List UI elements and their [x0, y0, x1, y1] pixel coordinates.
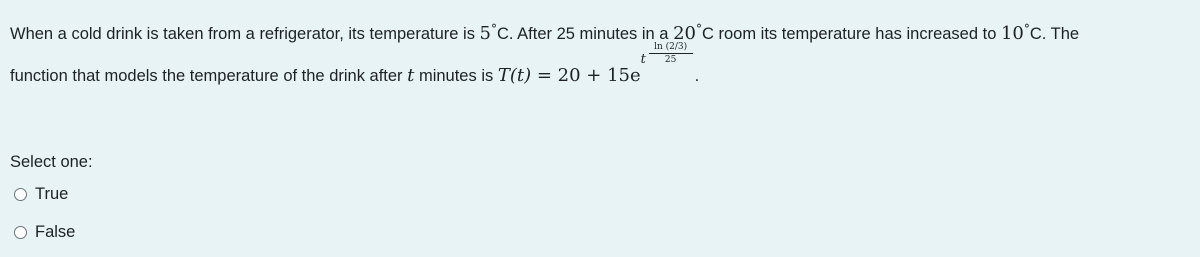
variable-t: t — [407, 65, 415, 86]
question-text-segment: C room its temperature has increased to — [701, 25, 1001, 43]
select-one-label: Select one: — [10, 153, 93, 171]
option-true[interactable] — [14, 185, 68, 204]
question-text-segment: . — [694, 67, 700, 85]
question-text-segment: C. After 25 minutes in a — [496, 25, 674, 43]
question-text-segment: When a cold drink is taken from a refrigerator, its temperature is — [10, 25, 480, 43]
formula-rhs: = 20 + 15e — [531, 65, 641, 86]
question-text — [10, 18, 1195, 87]
option-false[interactable] — [14, 223, 75, 242]
temp-room: 20° — [673, 22, 702, 44]
question-line-1 — [10, 18, 1195, 45]
radio-false[interactable] — [14, 226, 27, 239]
question-text-segment: function that models the temperature of the drink after — [10, 67, 408, 85]
temp-initial: 5° — [479, 22, 497, 44]
question-text-segment: minutes is — [414, 67, 498, 85]
question-line-2 — [10, 42, 1195, 87]
formula-lhs: T(t) — [497, 65, 532, 86]
exponent-variable: t — [640, 52, 646, 67]
fraction-numerator: ln (2/3) — [649, 42, 693, 54]
fraction-denominator: 25 — [664, 55, 677, 65]
radio-true[interactable] — [14, 188, 27, 201]
formula-exponent — [640, 42, 695, 81]
option-false-label: False — [35, 223, 76, 241]
question-text-segment: C. The — [1029, 25, 1080, 43]
option-true-label: True — [35, 185, 69, 203]
temp-final: 10° — [1000, 22, 1030, 44]
exponent-fraction — [649, 42, 693, 66]
formula — [497, 42, 695, 86]
